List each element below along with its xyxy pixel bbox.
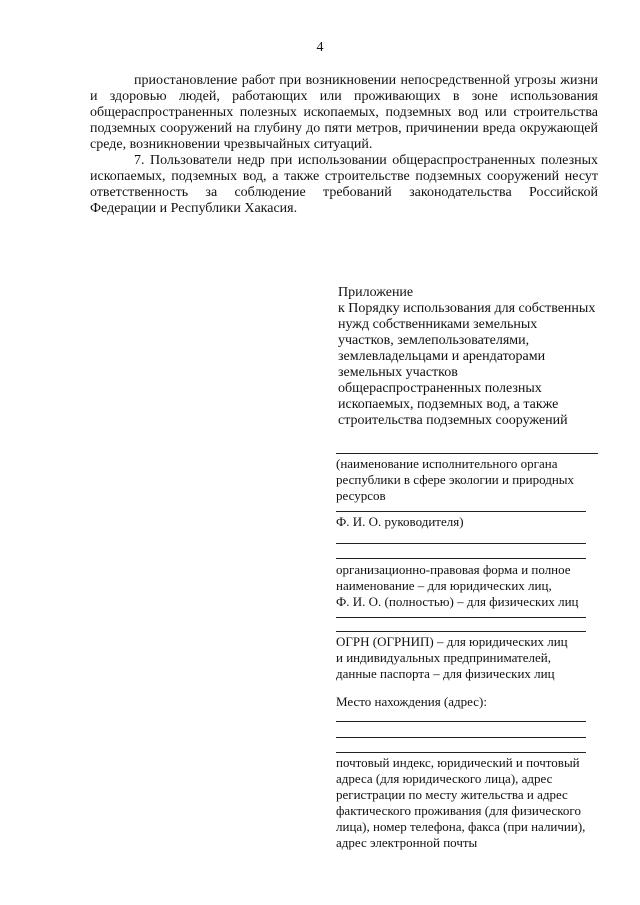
caption-line: Место нахождения (адрес): (336, 694, 487, 709)
ogrn-line-2 (336, 631, 586, 632)
address-caption (336, 755, 606, 851)
caption-line: ОГРН (ОГРНИП) – для юридических лиц (336, 634, 568, 649)
address-line-3 (336, 752, 586, 753)
address-line-1 (336, 721, 586, 722)
caption-line: наименование – для юридических лиц, (336, 578, 552, 593)
appendix-line: общераспространенных полезных (338, 381, 542, 396)
caption-line: организационно-правовая форма и полное (336, 562, 571, 577)
caption-line: лица), номер телефона, факса (при наличии), (336, 819, 586, 834)
caption-line: адреса (для юридического лица), адрес (336, 771, 553, 786)
address-line-2 (336, 737, 586, 738)
appendix-line: нужд собственниками земельных (338, 317, 538, 332)
appendix-line: землевладельцами и арендаторами (338, 349, 546, 364)
applicant-caption (336, 562, 606, 610)
paragraph-2: 7. Пользователи недр при использовании общераспространенных полезных ископаемых, подземных вод, а также строительстве подземных сооружений несут ответственность за соблюдение требований законодательства Российской Федерации и Республики Хакасия. (90, 153, 598, 216)
paragraph-1: приостановление работ при возникновении непосредственной угрозы жизни и здоровью людей, работающих или проживающих в зоне использования общераспространенных полезных ископаемых, подземных вод или строительства подземных сооружений на глубину до пяти метров, причинении вреда окружающей среде, возникновении чрезвычайных ситуаций. (90, 73, 598, 152)
caption-line: и индивидуальных предпринимателей, (336, 650, 551, 665)
head-name-line (336, 511, 586, 512)
applicant-line-1 (336, 543, 586, 544)
caption-line: фактического проживания (для физического (336, 803, 581, 818)
page-number: 4 (316, 40, 324, 55)
application-form (336, 0, 598, 905)
appendix-line: участков, землепользователями, (338, 333, 530, 348)
caption-line: адрес электронной почты (336, 835, 478, 850)
caption-line: республики в сфере экологии и природных (336, 472, 575, 487)
caption-line: данные паспорта – для физических лиц (336, 666, 555, 681)
appendix-line: ископаемых, подземных вод, а также (338, 397, 559, 412)
ogrn-caption (336, 634, 606, 682)
appendix-line: земельных участков (338, 365, 458, 380)
applicant-line-2 (336, 558, 586, 559)
caption-line: почтовый индекс, юридический и почтовый (336, 755, 580, 770)
organ-name-line (336, 453, 598, 454)
caption-line: Ф. И. О. (полностью) – для физических лиц (336, 594, 579, 609)
organ-caption (336, 456, 606, 504)
appendix-line: строительства подземных сооружений (338, 413, 568, 428)
head-caption (336, 514, 606, 530)
ogrn-line-1 (336, 617, 586, 618)
appendix-line: к Порядку использования для собственных (338, 301, 596, 316)
appendix-line: Приложение (338, 285, 414, 300)
address-label (336, 694, 606, 710)
caption-line: Ф. И. О. руководителя) (336, 514, 464, 529)
caption-line: регистрации по месту жительства и адрес (336, 787, 568, 802)
caption-line: ресурсов (336, 488, 386, 503)
caption-line: (наименование исполнительного органа (336, 456, 558, 471)
